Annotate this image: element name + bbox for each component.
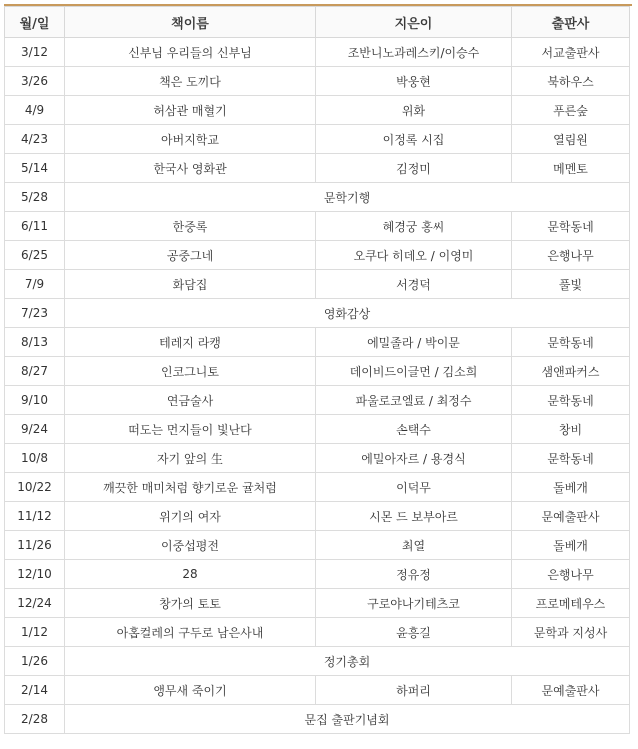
cell-publisher: 프로메테우스 (512, 589, 630, 618)
cell-title: 한중록 (65, 212, 316, 241)
table-row (5, 212, 630, 241)
cell-date: 5/14 (5, 154, 65, 183)
cell-publisher: 샘앤파커스 (512, 357, 630, 386)
cell-author: 에밀졸라 / 박이문 (316, 328, 512, 357)
table-row (5, 125, 630, 154)
cell-date: 11/26 (5, 531, 65, 560)
cell-date: 8/13 (5, 328, 65, 357)
cell-title: 앵무새 죽이기 (65, 676, 316, 705)
table-row (5, 415, 630, 444)
table-row (5, 589, 630, 618)
cell-author: 조반니노과레스키/이승수 (316, 38, 512, 67)
cell-date: 1/12 (5, 618, 65, 647)
cell-author: 혜경궁 홍씨 (316, 212, 512, 241)
cell-date: 7/23 (5, 299, 65, 328)
cell-publisher: 돌베개 (512, 473, 630, 502)
cell-title: 위기의 여자 (65, 502, 316, 531)
table-row (5, 647, 630, 676)
cell-publisher: 풀빛 (512, 270, 630, 299)
table-row (5, 67, 630, 96)
table-row (5, 154, 630, 183)
table-row (5, 96, 630, 125)
cell-date: 10/22 (5, 473, 65, 502)
cell-publisher: 열림원 (512, 125, 630, 154)
table-row (5, 241, 630, 270)
cell-date: 9/10 (5, 386, 65, 415)
cell-date: 11/12 (5, 502, 65, 531)
table-row (5, 386, 630, 415)
cell-author: 박웅현 (316, 67, 512, 96)
table-row (5, 705, 630, 734)
cell-title: 연금술사 (65, 386, 316, 415)
table-body (5, 38, 630, 734)
table-row (5, 560, 630, 589)
cell-publisher: 문예출판사 (512, 502, 630, 531)
cell-date: 6/11 (5, 212, 65, 241)
cell-publisher: 은행나무 (512, 241, 630, 270)
table-row (5, 502, 630, 531)
cell-publisher: 문학동네 (512, 328, 630, 357)
cell-author: 손택수 (316, 415, 512, 444)
cell-title: 인코그니토 (65, 357, 316, 386)
cell-publisher: 푸른숲 (512, 96, 630, 125)
cell-date: 12/10 (5, 560, 65, 589)
cell-publisher: 돌베개 (512, 531, 630, 560)
cell-date: 6/25 (5, 241, 65, 270)
header-date: 월/일 (5, 7, 65, 38)
cell-date: 5/28 (5, 183, 65, 212)
cell-event: 문집 출판기념회 (65, 705, 630, 734)
cell-date: 7/9 (5, 270, 65, 299)
reading-schedule-table (4, 6, 630, 734)
cell-author: 윤흥길 (316, 618, 512, 647)
header-title: 책이름 (65, 7, 316, 38)
cell-title: 아버지학교 (65, 125, 316, 154)
header-publisher: 출판사 (512, 7, 630, 38)
cell-date: 4/9 (5, 96, 65, 125)
table-row (5, 473, 630, 502)
cell-title: 테레지 라캥 (65, 328, 316, 357)
cell-author: 데이비드이글먼 / 김소희 (316, 357, 512, 386)
header-row (5, 7, 630, 38)
table-row (5, 38, 630, 67)
table-row (5, 270, 630, 299)
table-row (5, 676, 630, 705)
cell-author: 오쿠다 히데오 / 이영미 (316, 241, 512, 270)
cell-date: 10/8 (5, 444, 65, 473)
cell-event: 문학기행 (65, 183, 630, 212)
cell-title: 창가의 토토 (65, 589, 316, 618)
cell-event: 정기총회 (65, 647, 630, 676)
cell-date: 2/28 (5, 705, 65, 734)
table-row (5, 299, 630, 328)
cell-author: 하퍼리 (316, 676, 512, 705)
cell-publisher: 서교출판사 (512, 38, 630, 67)
cell-title: 깨끗한 매미처럼 향기로운 귤처럼 (65, 473, 316, 502)
cell-date: 9/24 (5, 415, 65, 444)
cell-title: 이중섭평전 (65, 531, 316, 560)
table-row (5, 618, 630, 647)
cell-publisher: 문학과 지성사 (512, 618, 630, 647)
cell-title: 떠도는 먼지들이 빛난다 (65, 415, 316, 444)
cell-publisher: 창비 (512, 415, 630, 444)
cell-author: 최열 (316, 531, 512, 560)
cell-author: 정유정 (316, 560, 512, 589)
cell-date: 4/23 (5, 125, 65, 154)
cell-publisher: 은행나무 (512, 560, 630, 589)
cell-publisher: 북하우스 (512, 67, 630, 96)
cell-author: 김정미 (316, 154, 512, 183)
cell-author: 에밀아자르 / 용경식 (316, 444, 512, 473)
cell-author: 파울로코엘료 / 최정수 (316, 386, 512, 415)
cell-date: 3/12 (5, 38, 65, 67)
cell-title: 허삼관 매혈기 (65, 96, 316, 125)
cell-title: 화담집 (65, 270, 316, 299)
cell-event: 영화감상 (65, 299, 630, 328)
cell-title: 한국사 영화관 (65, 154, 316, 183)
cell-title: 28 (65, 560, 316, 589)
cell-publisher: 문학동네 (512, 386, 630, 415)
cell-date: 12/24 (5, 589, 65, 618)
cell-author: 서경덕 (316, 270, 512, 299)
table-row (5, 328, 630, 357)
header-author: 지은이 (316, 7, 512, 38)
cell-date: 3/26 (5, 67, 65, 96)
cell-title: 아홉컬레의 구두로 남은사내 (65, 618, 316, 647)
cell-author: 이정록 시집 (316, 125, 512, 154)
table-row (5, 183, 630, 212)
cell-author: 시몬 드 보부아르 (316, 502, 512, 531)
table-row (5, 444, 630, 473)
cell-publisher: 문학동네 (512, 212, 630, 241)
cell-title: 책은 도끼다 (65, 67, 316, 96)
cell-title: 공중그네 (65, 241, 316, 270)
cell-author: 구로야나기테츠코 (316, 589, 512, 618)
cell-title: 신부님 우리들의 신부님 (65, 38, 316, 67)
table-row (5, 357, 630, 386)
cell-author: 이덕무 (316, 473, 512, 502)
cell-date: 2/14 (5, 676, 65, 705)
cell-title: 자기 앞의 生 (65, 444, 316, 473)
cell-publisher: 문예출판사 (512, 676, 630, 705)
table-row (5, 531, 630, 560)
cell-date: 1/26 (5, 647, 65, 676)
cell-publisher: 문학동네 (512, 444, 630, 473)
cell-publisher: 메멘토 (512, 154, 630, 183)
cell-author: 위화 (316, 96, 512, 125)
cell-date: 8/27 (5, 357, 65, 386)
